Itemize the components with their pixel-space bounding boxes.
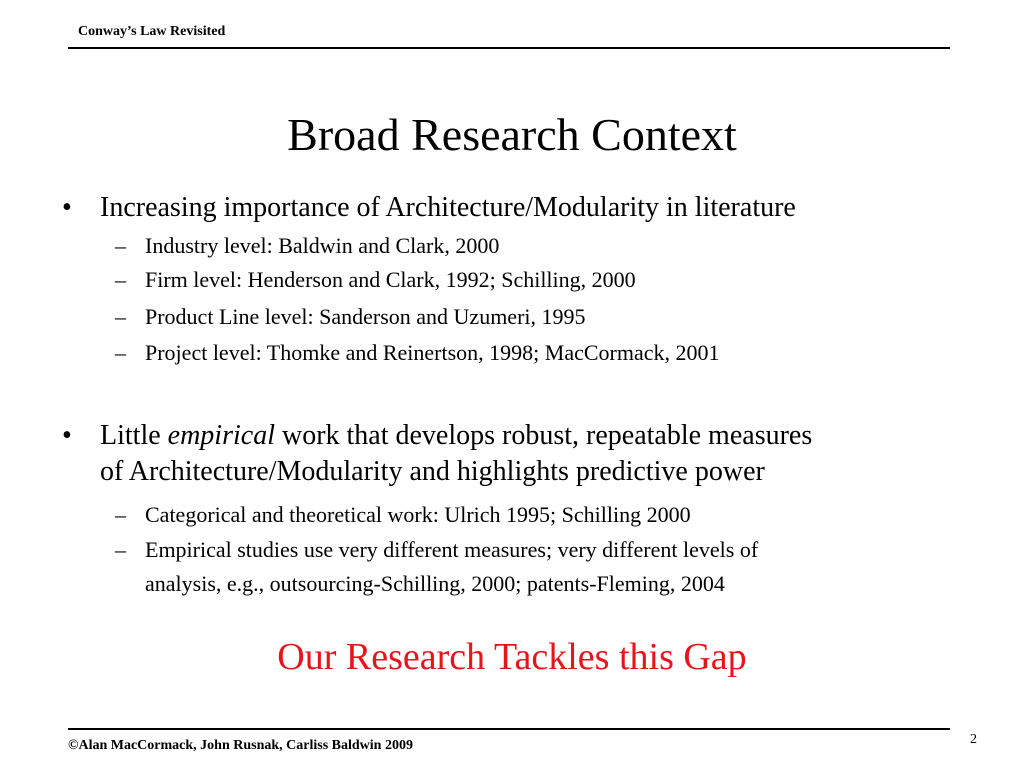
sub-bullet-marker: – — [115, 340, 126, 365]
bullet-text: Increasing importance of Architecture/Modularity in literature — [100, 192, 796, 223]
bullet-text-prefix: Little — [100, 420, 168, 451]
footer-divider — [68, 728, 950, 730]
sub-bullet-empirical-studies — [115, 533, 759, 601]
slide-header-title: Conway’s Law Revisited — [78, 24, 226, 39]
slide-title: Broad Research Context — [287, 109, 737, 160]
sub-bullet-text: Industry level: Baldwin and Clark, 2000 — [145, 233, 500, 258]
bullet-line-1 — [100, 418, 812, 454]
bullet-text-suffix: work that develops robust, repeatable measures — [274, 420, 813, 451]
sub-bullet-firm-level — [115, 263, 636, 297]
sub-bullet-text: Project level: Thomke and Reinertson, 1998; MacCormack, 2001 — [145, 340, 720, 365]
sub-bullet-text: Firm level: Henderson and Clark, 1992; Schilling, 2000 — [145, 267, 636, 292]
callout-research-gap: Our Research Tackles this Gap — [277, 636, 747, 678]
header-divider — [68, 47, 950, 49]
sub-bullet-categorical-work — [115, 498, 691, 532]
page-number: 2 — [970, 732, 977, 747]
sub-bullet-text: Categorical and theoretical work: Ulrich 1995; Schilling 2000 — [145, 502, 691, 527]
bullet-line-2: of Architecture/Modularity and highlights predictive power — [100, 456, 765, 487]
sub-bullet-marker: – — [115, 267, 126, 292]
sub-bullet-text-line-1: Empirical studies use very different measures; very different levels of — [145, 537, 759, 562]
bullet-architecture-importance — [62, 190, 796, 226]
bullet-marker: • — [62, 192, 72, 223]
sub-bullet-text: Product Line level: Sanderson and Uzumeri, 1995 — [145, 304, 586, 329]
sub-bullet-marker: – — [115, 304, 126, 329]
sub-bullet-industry-level — [115, 229, 500, 263]
sub-bullet-project-level — [115, 336, 720, 370]
bullet-empirical-work — [62, 418, 813, 490]
footer-copyright: ©Alan MacCormack, John Rusnak, Carliss Baldwin 2009 — [68, 738, 413, 753]
bullet-text-emphasis: empirical — [167, 420, 275, 451]
sub-bullet-text-line-2: analysis, e.g., outsourcing-Schilling, 2000; patents-Fleming, 2004 — [145, 571, 725, 596]
sub-bullet-marker: – — [115, 233, 126, 258]
bullet-marker: • — [62, 420, 72, 451]
sub-bullet-marker: – — [115, 502, 126, 527]
sub-bullet-marker: – — [115, 537, 126, 562]
sub-bullet-product-line-level — [115, 300, 586, 334]
